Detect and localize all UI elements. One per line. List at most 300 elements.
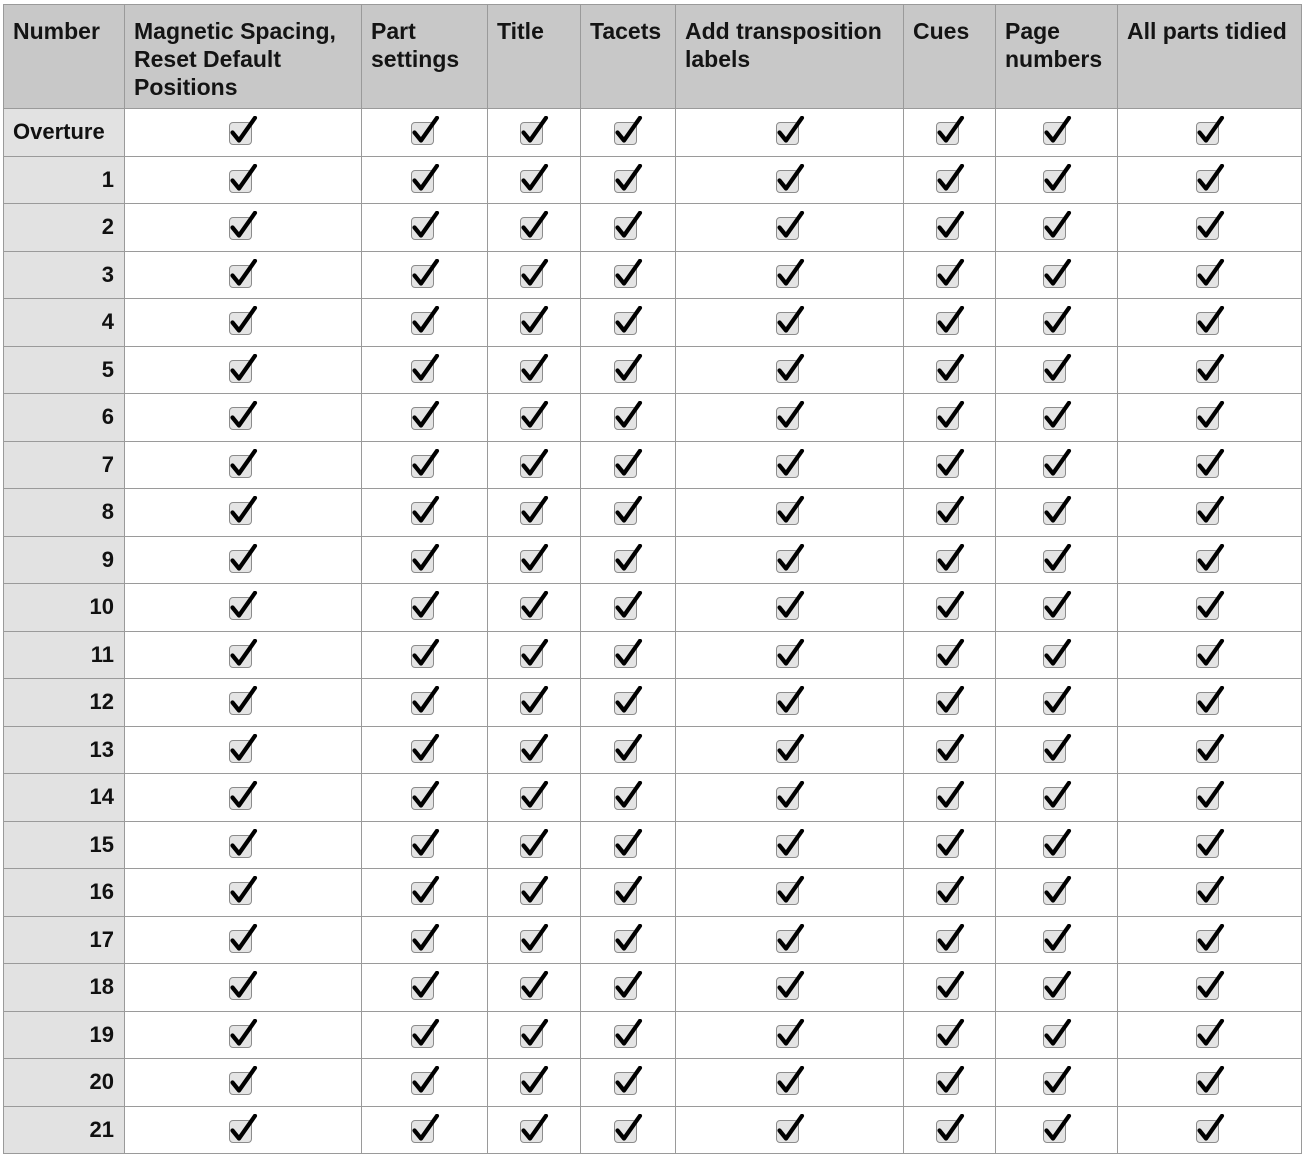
checkbox-cell	[996, 251, 1118, 299]
column-header-add-transposition-labels: Add transposition labels	[676, 5, 904, 109]
table-row	[4, 1106, 1302, 1154]
checked-checkbox-icon[interactable]	[1195, 306, 1225, 338]
checkbox-cell	[362, 726, 488, 774]
checked-checkbox-icon[interactable]	[519, 259, 549, 291]
checkbox-cell	[904, 251, 996, 299]
checked-checkbox-icon[interactable]	[935, 354, 965, 386]
checked-checkbox-icon[interactable]	[935, 496, 965, 528]
checkbox-cell	[125, 631, 362, 679]
checked-checkbox-icon[interactable]	[228, 971, 258, 1003]
checkbox-cell	[904, 1059, 996, 1107]
checkbox-cell	[362, 489, 488, 537]
table-row	[4, 346, 1302, 394]
checked-checkbox-icon[interactable]	[935, 686, 965, 718]
checkbox-cell	[996, 964, 1118, 1012]
checkbox-cell	[1118, 299, 1302, 347]
checkbox-cell	[996, 109, 1118, 157]
checkbox-cell	[1118, 964, 1302, 1012]
checkbox-cell	[676, 1011, 904, 1059]
checked-checkbox-icon[interactable]	[935, 449, 965, 481]
checkbox-cell	[1118, 821, 1302, 869]
checked-checkbox-icon[interactable]	[935, 1066, 965, 1098]
checked-checkbox-icon[interactable]	[410, 734, 440, 766]
checkbox-cell	[125, 204, 362, 252]
table-row	[4, 1059, 1302, 1107]
checked-checkbox-icon[interactable]	[410, 1114, 440, 1146]
checkbox-cell	[125, 441, 362, 489]
checkbox-cell	[125, 109, 362, 157]
checkbox-cell	[125, 726, 362, 774]
checked-checkbox-icon[interactable]	[613, 829, 643, 861]
checked-checkbox-icon[interactable]	[519, 496, 549, 528]
checkbox-cell	[676, 584, 904, 632]
checked-checkbox-icon[interactable]	[519, 1114, 549, 1146]
checked-checkbox-icon[interactable]	[613, 354, 643, 386]
checked-checkbox-icon[interactable]	[935, 639, 965, 671]
checked-checkbox-icon[interactable]	[613, 591, 643, 623]
checked-checkbox-icon[interactable]	[228, 306, 258, 338]
checkbox-cell	[904, 204, 996, 252]
checked-checkbox-icon[interactable]	[519, 211, 549, 243]
checkbox-cell	[904, 1106, 996, 1154]
checked-checkbox-icon[interactable]	[1042, 924, 1072, 956]
checked-checkbox-icon[interactable]	[1042, 544, 1072, 576]
checked-checkbox-icon[interactable]	[410, 354, 440, 386]
row-label: 9	[4, 536, 125, 584]
checked-checkbox-icon[interactable]	[519, 734, 549, 766]
checked-checkbox-icon[interactable]	[935, 211, 965, 243]
table-row	[4, 204, 1302, 252]
checkbox-cell	[125, 299, 362, 347]
checked-checkbox-icon[interactable]	[519, 1066, 549, 1098]
checked-checkbox-icon[interactable]	[613, 544, 643, 576]
checkbox-cell	[125, 394, 362, 442]
table-row	[4, 394, 1302, 442]
row-label: 21	[4, 1106, 125, 1154]
checkbox-cell	[488, 774, 581, 822]
checked-checkbox-icon[interactable]	[228, 734, 258, 766]
checked-checkbox-icon[interactable]	[228, 496, 258, 528]
checked-checkbox-icon[interactable]	[410, 401, 440, 433]
checked-checkbox-icon[interactable]	[1195, 876, 1225, 908]
checked-checkbox-icon[interactable]	[1195, 211, 1225, 243]
checkbox-cell	[125, 1011, 362, 1059]
checked-checkbox-icon[interactable]	[613, 971, 643, 1003]
checked-checkbox-icon[interactable]	[410, 164, 440, 196]
row-label: 7	[4, 441, 125, 489]
checkbox-cell	[676, 964, 904, 1012]
column-header-tacets: Tacets	[581, 5, 676, 109]
checked-checkbox-icon[interactable]	[613, 306, 643, 338]
checked-checkbox-icon[interactable]	[935, 544, 965, 576]
checked-checkbox-icon[interactable]	[613, 924, 643, 956]
checked-checkbox-icon[interactable]	[1195, 686, 1225, 718]
row-label: Overture	[4, 109, 125, 157]
checked-checkbox-icon[interactable]	[410, 1019, 440, 1051]
checkbox-cell	[362, 679, 488, 727]
checked-checkbox-icon[interactable]	[410, 781, 440, 813]
checkbox-cell	[581, 631, 676, 679]
checked-checkbox-icon[interactable]	[1195, 1066, 1225, 1098]
checked-checkbox-icon[interactable]	[228, 1114, 258, 1146]
checkbox-cell	[581, 109, 676, 157]
checkbox-cell	[488, 631, 581, 679]
checked-checkbox-icon[interactable]	[775, 781, 805, 813]
checkbox-cell	[362, 109, 488, 157]
checked-checkbox-icon[interactable]	[519, 1019, 549, 1051]
checked-checkbox-icon[interactable]	[775, 544, 805, 576]
checked-checkbox-icon[interactable]	[613, 781, 643, 813]
checked-checkbox-icon[interactable]	[613, 116, 643, 148]
checked-checkbox-icon[interactable]	[1195, 496, 1225, 528]
checkbox-cell	[125, 869, 362, 917]
checked-checkbox-icon[interactable]	[519, 401, 549, 433]
checkbox-cell	[581, 821, 676, 869]
checkbox-cell	[996, 584, 1118, 632]
checkbox-cell	[996, 441, 1118, 489]
checked-checkbox-icon[interactable]	[775, 876, 805, 908]
checked-checkbox-icon[interactable]	[775, 1019, 805, 1051]
checkbox-cell	[904, 916, 996, 964]
checkbox-cell	[1118, 441, 1302, 489]
checked-checkbox-icon[interactable]	[228, 876, 258, 908]
checked-checkbox-icon[interactable]	[1195, 449, 1225, 481]
checked-checkbox-icon[interactable]	[935, 971, 965, 1003]
checked-checkbox-icon[interactable]	[1195, 1114, 1225, 1146]
checked-checkbox-icon[interactable]	[519, 924, 549, 956]
checked-checkbox-icon[interactable]	[1042, 401, 1072, 433]
checked-checkbox-icon[interactable]	[228, 924, 258, 956]
checked-checkbox-icon[interactable]	[410, 1066, 440, 1098]
checked-checkbox-icon[interactable]	[775, 211, 805, 243]
checkbox-cell	[904, 821, 996, 869]
checkbox-cell	[581, 204, 676, 252]
checked-checkbox-icon[interactable]	[775, 971, 805, 1003]
checked-checkbox-icon[interactable]	[228, 449, 258, 481]
checked-checkbox-icon[interactable]	[775, 116, 805, 148]
checked-checkbox-icon[interactable]	[1195, 164, 1225, 196]
checked-checkbox-icon[interactable]	[228, 164, 258, 196]
checked-checkbox-icon[interactable]	[935, 259, 965, 291]
checked-checkbox-icon[interactable]	[228, 544, 258, 576]
checked-checkbox-icon[interactable]	[410, 686, 440, 718]
checkbox-cell	[488, 821, 581, 869]
checked-checkbox-icon[interactable]	[935, 306, 965, 338]
checkbox-cell	[581, 584, 676, 632]
checked-checkbox-icon[interactable]	[775, 164, 805, 196]
checked-checkbox-icon[interactable]	[1195, 544, 1225, 576]
checked-checkbox-icon[interactable]	[935, 829, 965, 861]
checked-checkbox-icon[interactable]	[613, 164, 643, 196]
checkbox-cell	[676, 869, 904, 917]
checked-checkbox-icon[interactable]	[1042, 971, 1072, 1003]
checked-checkbox-icon[interactable]	[775, 449, 805, 481]
checkbox-cell	[996, 204, 1118, 252]
checked-checkbox-icon[interactable]	[1195, 401, 1225, 433]
checkbox-cell	[996, 726, 1118, 774]
checkbox-cell	[996, 536, 1118, 584]
checked-checkbox-icon[interactable]	[1042, 449, 1072, 481]
checked-checkbox-icon[interactable]	[1042, 306, 1072, 338]
table-row	[4, 156, 1302, 204]
checkbox-cell	[488, 584, 581, 632]
checked-checkbox-icon[interactable]	[1042, 591, 1072, 623]
table-row	[4, 774, 1302, 822]
checked-checkbox-icon[interactable]	[775, 686, 805, 718]
checkbox-cell	[1118, 109, 1302, 157]
checked-checkbox-icon[interactable]	[228, 639, 258, 671]
checked-checkbox-icon[interactable]	[613, 211, 643, 243]
checkbox-cell	[676, 204, 904, 252]
checkbox-cell	[125, 156, 362, 204]
checked-checkbox-icon[interactable]	[775, 591, 805, 623]
checked-checkbox-icon[interactable]	[228, 781, 258, 813]
checked-checkbox-icon[interactable]	[775, 1114, 805, 1146]
checkbox-cell	[125, 821, 362, 869]
checked-checkbox-icon[interactable]	[228, 401, 258, 433]
checked-checkbox-icon[interactable]	[1042, 354, 1072, 386]
checkbox-cell	[488, 156, 581, 204]
checked-checkbox-icon[interactable]	[519, 639, 549, 671]
row-label: 12	[4, 679, 125, 727]
checkbox-cell	[581, 964, 676, 1012]
checked-checkbox-icon[interactable]	[519, 116, 549, 148]
table-row	[4, 1011, 1302, 1059]
checked-checkbox-icon[interactable]	[410, 211, 440, 243]
checked-checkbox-icon[interactable]	[775, 924, 805, 956]
checked-checkbox-icon[interactable]	[1042, 781, 1072, 813]
checked-checkbox-icon[interactable]	[1195, 734, 1225, 766]
checked-checkbox-icon[interactable]	[775, 829, 805, 861]
checked-checkbox-icon[interactable]	[1042, 259, 1072, 291]
checked-checkbox-icon[interactable]	[935, 401, 965, 433]
checked-checkbox-icon[interactable]	[935, 734, 965, 766]
row-label: 11	[4, 631, 125, 679]
checked-checkbox-icon[interactable]	[1042, 116, 1072, 148]
checked-checkbox-icon[interactable]	[410, 259, 440, 291]
checked-checkbox-icon[interactable]	[1042, 1066, 1072, 1098]
checkbox-cell	[125, 964, 362, 1012]
checkbox-cell	[996, 821, 1118, 869]
checked-checkbox-icon[interactable]	[228, 686, 258, 718]
checked-checkbox-icon[interactable]	[519, 591, 549, 623]
checked-checkbox-icon[interactable]	[410, 544, 440, 576]
checkbox-cell	[362, 916, 488, 964]
checked-checkbox-icon[interactable]	[410, 496, 440, 528]
checked-checkbox-icon[interactable]	[613, 259, 643, 291]
checked-checkbox-icon[interactable]	[935, 116, 965, 148]
checked-checkbox-icon[interactable]	[519, 971, 549, 1003]
row-label: 18	[4, 964, 125, 1012]
checked-checkbox-icon[interactable]	[1042, 211, 1072, 243]
checked-checkbox-icon[interactable]	[613, 686, 643, 718]
checked-checkbox-icon[interactable]	[1042, 639, 1072, 671]
checkbox-cell	[1118, 204, 1302, 252]
checked-checkbox-icon[interactable]	[410, 591, 440, 623]
checkbox-cell	[581, 726, 676, 774]
checkbox-cell	[125, 536, 362, 584]
checkbox-cell	[996, 679, 1118, 727]
checked-checkbox-icon[interactable]	[519, 829, 549, 861]
column-header-part-settings: Part settings	[362, 5, 488, 109]
checked-checkbox-icon[interactable]	[613, 1114, 643, 1146]
checked-checkbox-icon[interactable]	[613, 449, 643, 481]
checked-checkbox-icon[interactable]	[1195, 1019, 1225, 1051]
checked-checkbox-icon[interactable]	[935, 781, 965, 813]
checkbox-cell	[996, 1106, 1118, 1154]
checked-checkbox-icon[interactable]	[228, 259, 258, 291]
checked-checkbox-icon[interactable]	[935, 1114, 965, 1146]
checked-checkbox-icon[interactable]	[613, 1019, 643, 1051]
table-row	[4, 679, 1302, 727]
checkbox-cell	[676, 679, 904, 727]
row-label: 8	[4, 489, 125, 537]
checked-checkbox-icon[interactable]	[935, 876, 965, 908]
checkbox-cell	[676, 299, 904, 347]
checked-checkbox-icon[interactable]	[935, 591, 965, 623]
checked-checkbox-icon[interactable]	[613, 1066, 643, 1098]
checkbox-cell	[125, 916, 362, 964]
checkbox-cell	[581, 916, 676, 964]
checked-checkbox-icon[interactable]	[1195, 591, 1225, 623]
checked-checkbox-icon[interactable]	[519, 686, 549, 718]
checked-checkbox-icon[interactable]	[519, 306, 549, 338]
checked-checkbox-icon[interactable]	[1042, 734, 1072, 766]
checked-checkbox-icon[interactable]	[935, 164, 965, 196]
checkbox-cell	[676, 441, 904, 489]
checkbox-cell	[904, 441, 996, 489]
checked-checkbox-icon[interactable]	[410, 116, 440, 148]
checked-checkbox-icon[interactable]	[1195, 259, 1225, 291]
checked-checkbox-icon[interactable]	[775, 734, 805, 766]
checked-checkbox-icon[interactable]	[1195, 639, 1225, 671]
checked-checkbox-icon[interactable]	[1195, 116, 1225, 148]
checkbox-cell	[581, 679, 676, 727]
checkbox-cell	[488, 964, 581, 1012]
checked-checkbox-icon[interactable]	[1195, 971, 1225, 1003]
checked-checkbox-icon[interactable]	[410, 449, 440, 481]
checkbox-cell	[996, 156, 1118, 204]
checked-checkbox-icon[interactable]	[519, 781, 549, 813]
checked-checkbox-icon[interactable]	[775, 401, 805, 433]
checkbox-cell	[904, 346, 996, 394]
row-label: 3	[4, 251, 125, 299]
checked-checkbox-icon[interactable]	[775, 354, 805, 386]
checkbox-cell	[488, 441, 581, 489]
checked-checkbox-icon[interactable]	[775, 306, 805, 338]
checked-checkbox-icon[interactable]	[775, 639, 805, 671]
checkbox-cell	[488, 869, 581, 917]
checkbox-cell	[904, 964, 996, 1012]
checkbox-cell	[676, 394, 904, 442]
checkbox-cell	[362, 394, 488, 442]
checked-checkbox-icon[interactable]	[410, 639, 440, 671]
checked-checkbox-icon[interactable]	[228, 354, 258, 386]
checked-checkbox-icon[interactable]	[519, 164, 549, 196]
checkbox-cell	[996, 346, 1118, 394]
checked-checkbox-icon[interactable]	[228, 1066, 258, 1098]
row-label: 20	[4, 1059, 125, 1107]
checkbox-cell	[362, 346, 488, 394]
checkbox-cell	[581, 1106, 676, 1154]
checked-checkbox-icon[interactable]	[519, 544, 549, 576]
table-row	[4, 536, 1302, 584]
checkbox-cell	[125, 1106, 362, 1154]
checkbox-cell	[1118, 774, 1302, 822]
checked-checkbox-icon[interactable]	[1042, 164, 1072, 196]
table-row	[4, 441, 1302, 489]
checked-checkbox-icon[interactable]	[1042, 1019, 1072, 1051]
checkbox-cell	[488, 109, 581, 157]
checked-checkbox-icon[interactable]	[613, 734, 643, 766]
checkbox-cell	[904, 726, 996, 774]
checkbox-cell	[1118, 1059, 1302, 1107]
checked-checkbox-icon[interactable]	[1195, 829, 1225, 861]
checked-checkbox-icon[interactable]	[228, 1019, 258, 1051]
checked-checkbox-icon[interactable]	[1042, 829, 1072, 861]
checked-checkbox-icon[interactable]	[613, 639, 643, 671]
checkbox-cell	[1118, 346, 1302, 394]
parts-checklist-table	[3, 4, 1302, 1154]
checked-checkbox-icon[interactable]	[1042, 686, 1072, 718]
checkbox-cell	[488, 679, 581, 727]
checked-checkbox-icon[interactable]	[1042, 496, 1072, 528]
checked-checkbox-icon[interactable]	[775, 1066, 805, 1098]
table-body	[4, 109, 1302, 1154]
checked-checkbox-icon[interactable]	[613, 876, 643, 908]
checkbox-cell	[125, 489, 362, 537]
checkbox-cell	[1118, 869, 1302, 917]
row-label: 15	[4, 821, 125, 869]
checked-checkbox-icon[interactable]	[410, 876, 440, 908]
checked-checkbox-icon[interactable]	[228, 211, 258, 243]
checked-checkbox-icon[interactable]	[410, 924, 440, 956]
checked-checkbox-icon[interactable]	[1042, 1114, 1072, 1146]
checked-checkbox-icon[interactable]	[410, 306, 440, 338]
checkbox-cell	[488, 916, 581, 964]
checked-checkbox-icon[interactable]	[775, 259, 805, 291]
checked-checkbox-icon[interactable]	[1195, 781, 1225, 813]
checkbox-cell	[362, 441, 488, 489]
checked-checkbox-icon[interactable]	[519, 449, 549, 481]
checkbox-cell	[996, 869, 1118, 917]
checked-checkbox-icon[interactable]	[1042, 876, 1072, 908]
checked-checkbox-icon[interactable]	[775, 496, 805, 528]
checkbox-cell	[676, 1059, 904, 1107]
checked-checkbox-icon[interactable]	[410, 829, 440, 861]
checked-checkbox-icon[interactable]	[613, 496, 643, 528]
checked-checkbox-icon[interactable]	[935, 924, 965, 956]
checkbox-cell	[488, 394, 581, 442]
checked-checkbox-icon[interactable]	[228, 116, 258, 148]
checked-checkbox-icon[interactable]	[1195, 354, 1225, 386]
checkbox-cell	[996, 1011, 1118, 1059]
checked-checkbox-icon[interactable]	[1195, 924, 1225, 956]
checked-checkbox-icon[interactable]	[613, 401, 643, 433]
checked-checkbox-icon[interactable]	[519, 876, 549, 908]
checkbox-cell	[904, 489, 996, 537]
checkbox-cell	[362, 869, 488, 917]
checkbox-cell	[996, 1059, 1118, 1107]
checked-checkbox-icon[interactable]	[519, 354, 549, 386]
checked-checkbox-icon[interactable]	[228, 591, 258, 623]
checkbox-cell	[676, 916, 904, 964]
table-row	[4, 489, 1302, 537]
checked-checkbox-icon[interactable]	[228, 829, 258, 861]
checked-checkbox-icon[interactable]	[935, 1019, 965, 1051]
checkbox-cell	[581, 251, 676, 299]
checked-checkbox-icon[interactable]	[410, 971, 440, 1003]
